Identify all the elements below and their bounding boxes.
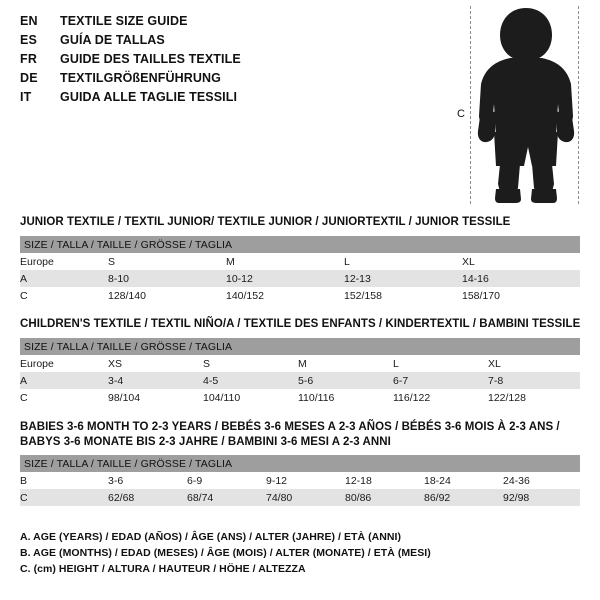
section-title-children: CHILDREN'S TEXTILE / TEXTIL NIÑO/A / TEXTILE DES ENFANTS / KINDERTEXTIL / BAMBINI TESSILE: [20, 318, 581, 330]
language-row: [20, 52, 350, 71]
cell: M: [298, 355, 393, 372]
table-row: [20, 253, 580, 270]
table-junior-textile: [20, 236, 580, 304]
measurement-figure: [440, 4, 590, 209]
language-title: GUIDA ALLE TAGLIE TESSILI: [60, 90, 238, 104]
cell: 152/158: [344, 287, 462, 304]
table-row: [20, 489, 580, 506]
cell: 14-16: [462, 270, 580, 287]
cell: 3-4: [108, 372, 203, 389]
cell: 9-12: [266, 472, 345, 489]
language-row: [20, 90, 350, 109]
cell: S: [203, 355, 298, 372]
row-label: A: [20, 372, 108, 389]
footnote-age-months: B. AGE (MONTHS) / EDAD (MESES) / ÂGE (MOIS) / ALTER (MONATE) / ETÀ (MESI): [20, 547, 431, 559]
table-header-label: SIZE / TALLA / TAILLE / GRÖSSE / TAGLIA: [20, 236, 580, 253]
cell: 3-6: [108, 472, 187, 489]
height-measure-label: C: [457, 108, 465, 120]
table-row: [20, 236, 580, 253]
language-code: IT: [20, 90, 32, 104]
language-row: [20, 71, 350, 90]
cell: 6-9: [187, 472, 266, 489]
language-title: GUIDE DES TAILLES TEXTILE: [60, 52, 241, 66]
section-title-babies-line1: BABIES 3-6 MONTH TO 2-3 YEARS / BEBÉS 3-6 MESES A 2-3 AÑOS / BÉBÉS 3-6 MOIS À 2-3 ANS /: [20, 421, 560, 433]
table-row: [20, 455, 580, 472]
cell: L: [344, 253, 462, 270]
cell: 12-13: [344, 270, 462, 287]
guide-line-left: [470, 6, 471, 204]
section-title-babies: [20, 420, 560, 450]
cell: 74/80: [266, 489, 345, 506]
cell: S: [108, 253, 226, 270]
cell: 128/140: [108, 287, 226, 304]
cell: M: [226, 253, 344, 270]
cell: 4-5: [203, 372, 298, 389]
toddler-silhouette-icon: [472, 6, 580, 204]
cell: 10-12: [226, 270, 344, 287]
table-header-label: SIZE / TALLA / TAILLE / GRÖSSE / TAGLIA: [20, 455, 580, 472]
section-title-babies-line2: BABYS 3-6 MONATE BIS 2-3 JAHRE / BAMBINI 3-6 MESI A 2-3 ANNI: [20, 436, 391, 448]
row-label: C: [20, 389, 108, 406]
cell: 24-36: [503, 472, 580, 489]
cell: 86/92: [424, 489, 503, 506]
cell: 8-10: [108, 270, 226, 287]
cell: XL: [462, 253, 580, 270]
language-row: [20, 14, 350, 33]
table-row: [20, 472, 580, 489]
row-label: B: [20, 472, 108, 489]
language-title: TEXTILE SIZE GUIDE: [60, 14, 188, 28]
cell: 12-18: [345, 472, 424, 489]
table-row: [20, 270, 580, 287]
cell: 110/116: [298, 389, 393, 406]
footnote-height: C. (cm) HEIGHT / ALTURA / HAUTEUR / HÖHE / ALTEZZA: [20, 563, 306, 575]
cell: 62/68: [108, 489, 187, 506]
cell: XS: [108, 355, 203, 372]
cell: 5-6: [298, 372, 393, 389]
table-children-textile: [20, 338, 580, 406]
cell: 18-24: [424, 472, 503, 489]
row-label: Europe: [20, 355, 108, 372]
cell: 80/86: [345, 489, 424, 506]
cell: 92/98: [503, 489, 580, 506]
cell: L: [393, 355, 488, 372]
cell: XL: [488, 355, 580, 372]
table-row: [20, 338, 580, 355]
table-row: [20, 389, 580, 406]
language-code: ES: [20, 33, 38, 47]
row-label: A: [20, 270, 108, 287]
cell: 68/74: [187, 489, 266, 506]
language-code: DE: [20, 71, 38, 85]
cell: 98/104: [108, 389, 203, 406]
language-title: GUÍA DE TALLAS: [60, 33, 165, 47]
cell: 140/152: [226, 287, 344, 304]
language-code: EN: [20, 14, 38, 28]
row-label: Europe: [20, 253, 108, 270]
table-row: [20, 355, 580, 372]
cell: 158/170: [462, 287, 580, 304]
cell: 7-8: [488, 372, 580, 389]
cell: 122/128: [488, 389, 580, 406]
language-title-block: [20, 14, 350, 109]
row-label: C: [20, 489, 108, 506]
table-row: [20, 287, 580, 304]
language-code: FR: [20, 52, 38, 66]
cell: 116/122: [393, 389, 488, 406]
table-row: [20, 372, 580, 389]
row-label: C: [20, 287, 108, 304]
table-babies-textile: [20, 455, 580, 506]
footnotes-block: [20, 529, 580, 577]
section-title-junior: JUNIOR TEXTILE / TEXTIL JUNIOR/ TEXTILE JUNIOR / JUNIORTEXTIL / JUNIOR TESSILE: [20, 216, 511, 228]
footnote-age-years: A. AGE (YEARS) / EDAD (AÑOS) / ÂGE (ANS) / ALTER (JAHRE) / ETÀ (ANNI): [20, 531, 402, 543]
table-header-label: SIZE / TALLA / TAILLE / GRÖSSE / TAGLIA: [20, 338, 580, 355]
cell: 6-7: [393, 372, 488, 389]
language-title: TEXTILGRÖßENFÜHRUNG: [60, 71, 221, 85]
cell: 104/110: [203, 389, 298, 406]
language-row: [20, 33, 350, 52]
